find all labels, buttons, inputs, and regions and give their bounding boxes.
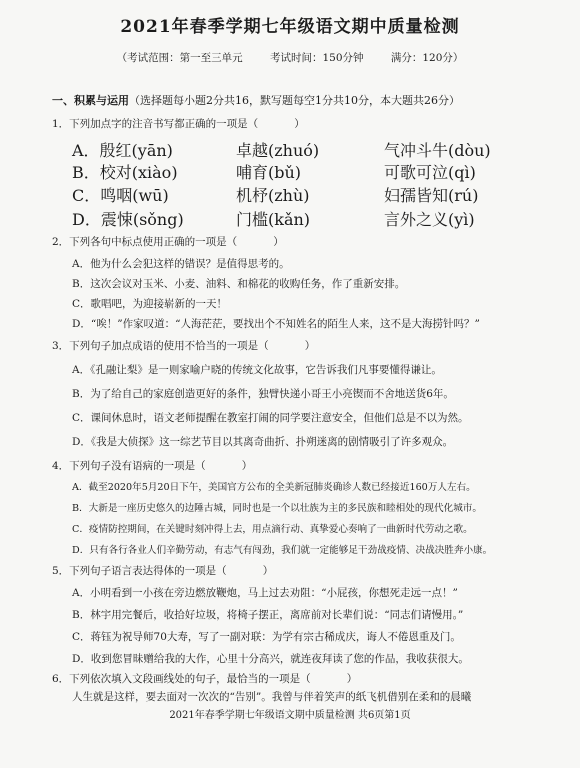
question-bracket: ） xyxy=(304,340,316,352)
exam-time: 考试时间：150分钟 xyxy=(269,52,364,64)
section-heading xyxy=(52,92,460,108)
question-stem-text: 6．下列依次填入文段画线处的句子，最恰当的一项是（ xyxy=(52,673,311,685)
q1-option-d-2: 门槛(kǎn) xyxy=(236,210,311,229)
q5-option-d: D．收到您冒昧赠给我的大作，心里十分高兴，就连夜拜读了您的作品，我收获很大。 xyxy=(72,653,469,665)
q1-option-c-2: 机杼(zhù) xyxy=(236,186,310,205)
q1-option-b-3: 可歌可泣(qì) xyxy=(384,163,476,182)
q1-option-d-3: 言外之义(yì) xyxy=(384,210,475,229)
q2-option-a: A．他为什么会犯这样的错误？是值得思考的。 xyxy=(72,258,290,270)
question-5-stem xyxy=(52,563,273,578)
section-note: （选择题每小题2分共16，默写题每空1分共10分，本大题共26分） xyxy=(129,94,460,107)
q1-option-a-1: A．殷红(yān) xyxy=(72,141,173,160)
question-1-stem xyxy=(52,116,305,131)
question-stem-text: 4．下列句子没有语病的一项是（ xyxy=(52,460,206,472)
q1-option-b-1: B．校对(xiào) xyxy=(72,163,178,182)
question-bracket: ） xyxy=(346,673,358,685)
exam-info xyxy=(0,50,580,65)
question-4-stem xyxy=(52,458,252,473)
q6-passage: 人生就是这样，要去面对一次次的“告别”。我曾与伴着笑声的纸飞机借别在柔和的晨曦 xyxy=(72,691,472,703)
q1-option-c-3: 妇孺皆知(rú) xyxy=(384,186,479,205)
question-2-stem xyxy=(52,234,284,249)
q3-option-d: D．《我是大侦探》这一综艺节目以其离奇曲折、扑朔迷离的剧情吸引了许多观众。 xyxy=(72,436,454,448)
page-title: 2021年春季学期七年级语文期中质量检测 xyxy=(120,17,460,37)
q4-option-a: A．截至2020年5月20日下午，美国官方公布的全美新冠肺炎确诊人数已经接近160万人左右。 xyxy=(72,482,476,493)
q4-option-b: B．大新是一座历史悠久的边陲古城，同时也是一个以壮族为主的多民族和睦相处的现代化城市。 xyxy=(72,503,482,514)
question-bracket: ） xyxy=(241,460,253,472)
question-bracket: ） xyxy=(262,565,274,577)
question-stem-text: 1．下列加点字的注音书写都正确的一项是（ xyxy=(52,118,259,130)
q1-option-b-2: 哺育(bǔ) xyxy=(236,163,302,182)
question-stem-text: 2．下列各句中标点使用正确的一项是（ xyxy=(52,236,238,248)
page-footer: 2021年春季学期七年级语文期中质量检测 共6页第1页 xyxy=(169,710,411,721)
exam-range: （考试范围：第一至三单元 xyxy=(116,52,243,64)
question-6-stem xyxy=(52,671,357,686)
q3-option-c: C．课间休息时，语文老师提醒在教室打闹的同学要注意安全，但他们总是不以为然。 xyxy=(72,412,469,424)
q4-option-c: C．疫情防控期间，在关键时刻冲得上去，用点滴行动、真挚爱心奏响了一曲新时代劳动之歌。 xyxy=(72,524,473,535)
q2-option-c: C．歌唱吧，为迎接崭新的一天！ xyxy=(72,298,228,310)
q2-option-b: B．这次会议对玉米、小麦、油料、和棉花的收购任务，作了重新安排。 xyxy=(72,278,406,290)
q5-option-c: C．蒋钰为祝导师70大寿，写了一副对联：为学有宗古稀成庆，诲人不倦恩重及门。 xyxy=(72,631,461,643)
q3-option-b: B．为了给自己的家庭创造更好的条件，独臂快递小哥王小亮锲而不舍地送货6年。 xyxy=(72,388,454,400)
exam-score: 满分：120分） xyxy=(390,52,464,64)
section-title: 一、积累与运用 xyxy=(52,94,129,107)
question-stem-text: 5．下列句子语言表达得体的一项是（ xyxy=(52,565,227,577)
q1-option-d-1: D．震悚(sǒng) xyxy=(72,210,184,229)
q5-option-b: B．林宇用完餐后，收拾好垃圾，将椅子摆正，离席前对长辈们说：“同志们请慢用。” xyxy=(72,609,464,621)
question-bracket: ） xyxy=(294,118,305,130)
question-bracket: ） xyxy=(273,236,284,248)
q1-option-c-1: C．鸣咽(wū) xyxy=(72,186,169,205)
q4-option-d: D．只有各行各业人们辛勤劳动，有志气有闯劲，我们就一定能够足干劲战疫情、决战决胜奔小康。 xyxy=(72,545,493,556)
question-stem-text: 3．下列句子加点成语的使用不恰当的一项是（ xyxy=(52,340,269,352)
q5-option-a: A．小明看到一小孩在旁边燃放鞭炮，马上过去劝阻：“小屁孩，你想死走远一点！” xyxy=(72,587,458,599)
question-3-stem xyxy=(52,338,315,353)
q2-option-d: D．“唉！”作家叹道：“人海茫茫，要找出个不知姓名的陌生人来，这不是大海捞针吗？” xyxy=(72,318,480,330)
q1-option-a-2: 卓越(zhuó) xyxy=(236,141,320,160)
q1-option-a-3: 气冲斗牛(dòu) xyxy=(384,141,491,160)
q3-option-a: A．《孔融让梨》是一则家喻户晓的传统文化故事，它告诉我们凡事要懂得谦让。 xyxy=(72,364,442,376)
